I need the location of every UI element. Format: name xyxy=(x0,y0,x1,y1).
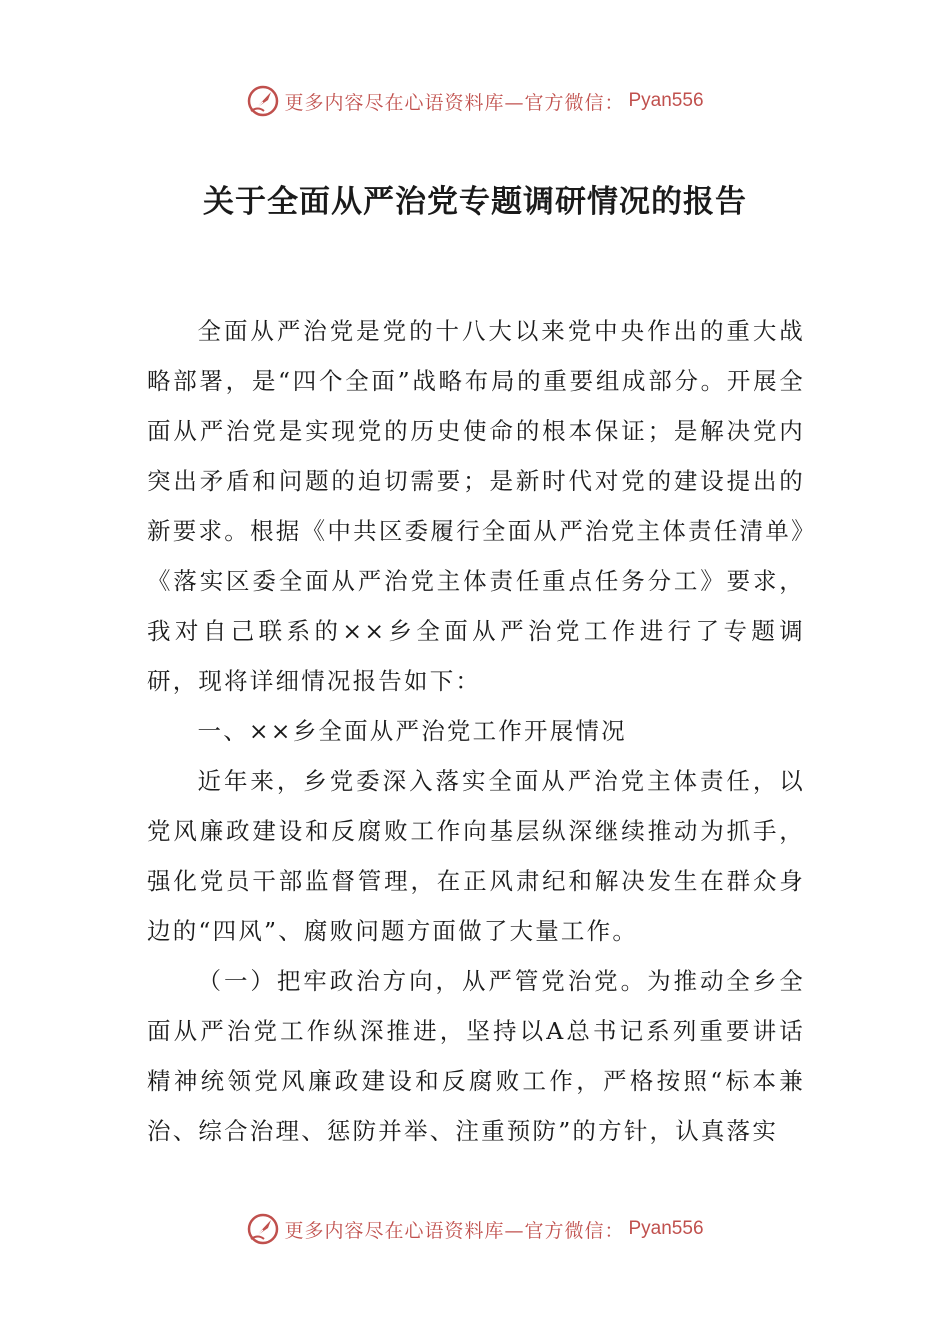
watermark-text: 更多内容尽在心语资料库—官方微信： xyxy=(284,91,625,114)
paragraph-intro: 全面从严治党是党的十八大以来党中央作出的重大战略部署，是“四个全面”战略布局的重要组成部分。开展全面从严治党是实现党的历史使命的根本保证；是解决党内突出矛盾和问题的迫切需要；是新时代对党的建设提出的新要求。根据《中共区委履行全面从严治党主体责任清单》《落实区委全面从严治党主体责任重点任务分工》要求，我对自己联系的××乡全面从严治党工作进行了专题调研，现将详细情况报告如下： xyxy=(147,317,805,695)
paragraph-subsection-1: （一）把牢政治方向，从严管党治党。为推动全乡全面从严治党工作纵深推进，坚持以A总书记系列重要讲话精神统领党风廉政建设和反腐败工作，严格按照“标本兼治、综合治理、惩防并举、注重预防”的方针，认真落实 xyxy=(147,967,805,1145)
watermark-wechat-id: Pyan556 xyxy=(628,1218,704,1239)
watermark-header xyxy=(0,84,950,118)
watermark-footer xyxy=(0,1212,950,1246)
section-heading: 一、××乡全面从严治党工作开展情况 xyxy=(197,717,627,745)
quill-logo-icon xyxy=(246,1212,280,1246)
document-title: 关于全面从严治党专题调研情况的报告 xyxy=(203,184,747,220)
watermark-wechat-id: Pyan556 xyxy=(628,90,704,111)
quill-logo-icon xyxy=(246,84,280,118)
paragraph-overview: 近年来，乡党委深入落实全面从严治党主体责任，以党风廉政建设和反腐败工作向基层纵深继续推动为抓手，强化党员干部监督管理，在正风肃纪和解决发生在群众身边的“四风”、腐败问题方面做了大量工作。 xyxy=(147,767,805,945)
document-body xyxy=(147,306,805,1156)
watermark-text: 更多内容尽在心语资料库—官方微信： xyxy=(284,1219,625,1242)
